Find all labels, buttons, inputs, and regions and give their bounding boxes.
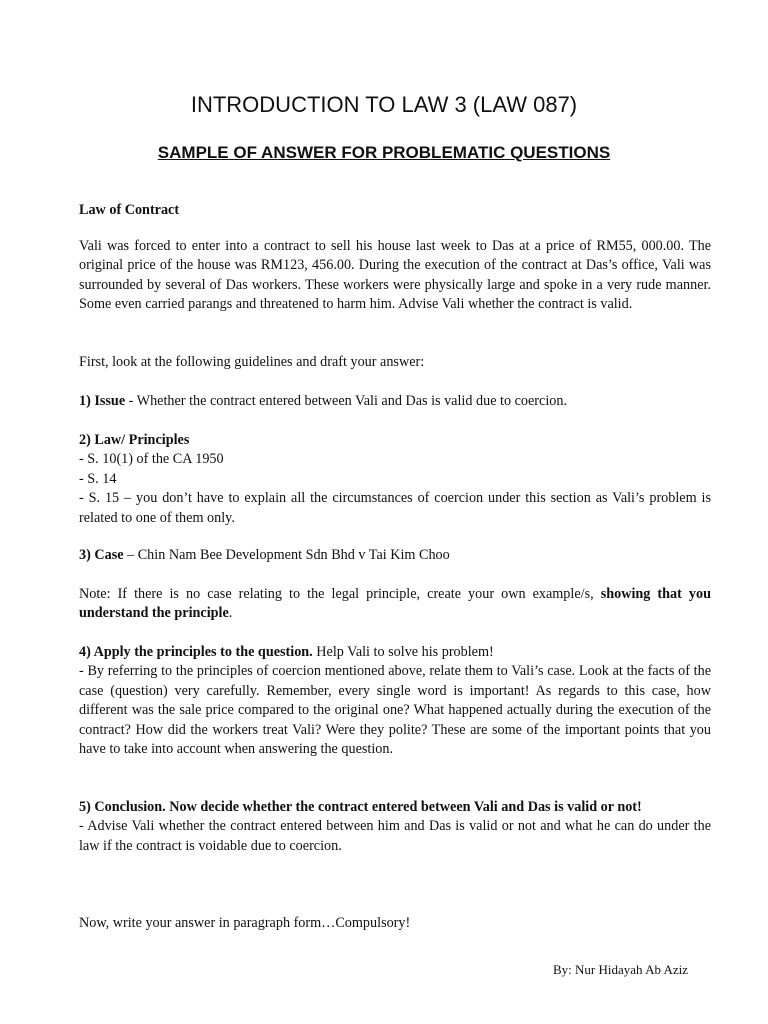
issue-label: 1) Issue — [79, 393, 126, 409]
note-text: Note: If there is no case relating to the legal principle, create your own example/s, — [79, 586, 601, 602]
law-item: - S. 15 – you don’t have to explain all the circumstances of coercion under this section as Vali’s problem is related to one of them only. — [79, 490, 711, 526]
note-end: . — [228, 605, 233, 622]
conclusion-label: 5) Conclusion. Now decide whether the contract entered between Vali and Das is valid or not! — [79, 799, 642, 815]
law-label: 2) Law/ Principles — [79, 432, 190, 448]
law-item: - S. 10(1) of the CA 1950 — [79, 451, 224, 468]
apply-detail: - By referring to the principles of coercion mentioned above, relate them to Vali’s case. Look at the facts of the case (question) very carefully. Remember, every single word is important! As regards to this case, how different was the sale price compared to the original one? What happened actually during the execution of the contract? How did the workers treat Vali? Were they polite? These are some of the important points that you have to take into account when answering the question. — [79, 663, 711, 758]
issue-text: - Whether the contract entered between Vali and Das is valid due to coercion. — [125, 393, 568, 409]
problem-paragraph — [79, 237, 711, 315]
conclusion-section — [79, 798, 711, 856]
section-heading-text: Law of Contract — [79, 202, 180, 218]
problem-text: Vali was forced to enter into a contract to sell his house last week to Das at a price of RM55, 000.00. The original price of the house was RM123, 456.00. During the execution of the contract at Das’s office, Vali was surrounded by several of Das workers. These workers were physically large and spoke in a very rude manner. Some even carried parangs and threatened to harm him. Advise Vali whether the contract is valid. — [79, 238, 711, 313]
guidelines-intro-text: First, look at the following guidelines and draft your answer: — [79, 354, 425, 370]
apply-label: 4) Apply the principles to the question. — [79, 644, 313, 660]
case-section — [79, 546, 711, 565]
apply-section — [79, 643, 711, 759]
apply-text: Help Vali to solve his problem! — [312, 644, 494, 660]
case-label: 3) Case — [79, 547, 124, 563]
document-subtitle: SAMPLE OF ANSWER FOR PROBLEMATIC QUESTIONS — [157, 143, 611, 162]
author-credit: By: Nur Hidayah Ab Aziz — [553, 962, 689, 977]
section-heading — [79, 201, 711, 220]
document-title: INTRODUCTION TO LAW 3 (LAW 087) — [190, 92, 578, 117]
conclusion-detail: - Advise Vali whether the contract entered between him and Das is valid or not and what he can do under the law if the contract is voidable due to coercion. — [79, 818, 711, 854]
note-bold: showing that you understand the principle — [79, 586, 711, 622]
note-section — [79, 585, 711, 624]
law-item: - S. 14 — [79, 470, 117, 487]
case-text: – Chin Nam Bee Development Sdn Bhd v Tai Kim Choo — [123, 547, 450, 563]
closing-text: Now, write your answer in paragraph form…Compulsory! — [79, 915, 411, 931]
issue-section — [79, 392, 711, 411]
closing-section — [79, 914, 711, 933]
law-section — [79, 431, 711, 528]
guidelines-intro — [79, 353, 711, 372]
